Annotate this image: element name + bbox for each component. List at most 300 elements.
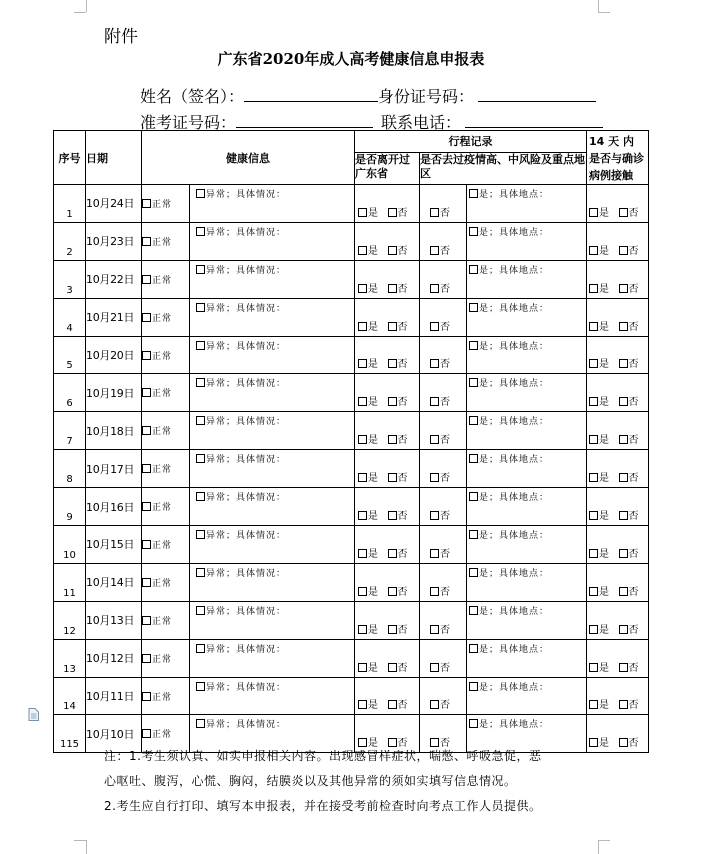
crop-mark-bottom-left: [86, 840, 87, 854]
yes-label: 是: [599, 321, 609, 333]
yes-location-label: 是；具体地点：: [479, 265, 550, 276]
checkbox[interactable]: [388, 284, 397, 293]
row-seq: 4: [54, 298, 86, 336]
no-label: 否: [628, 397, 639, 409]
yes-label: 是: [599, 397, 609, 409]
contact-cell: [587, 298, 649, 336]
checkbox[interactable]: [388, 322, 397, 331]
health-normal-cell: [142, 260, 190, 298]
yes-label: 是: [599, 700, 609, 712]
health-abnormal-cell[interactable]: [190, 298, 355, 336]
exam-no-field[interactable]: [236, 113, 373, 128]
checkbox[interactable]: [388, 587, 397, 596]
header-left-province: 是否离开过广东省: [355, 152, 420, 184]
yes-label: 是: [599, 738, 609, 750]
abnormal-label: 异常；具体情况：: [206, 568, 287, 579]
yes-label: 是: [599, 283, 609, 295]
yes-location-label: 是；具体地点：: [479, 644, 550, 655]
yes-location-label: 是；具体地点：: [479, 682, 550, 693]
row-seq: 5: [54, 336, 86, 374]
health-abnormal-cell[interactable]: [190, 412, 355, 450]
checkbox[interactable]: [589, 284, 598, 293]
health-normal-cell: [142, 222, 190, 260]
no-label: 否: [440, 624, 450, 636]
contact-cell: [587, 526, 649, 564]
yes-label: 是: [599, 245, 609, 257]
checkbox[interactable]: [589, 625, 598, 634]
row-date: 10月22日: [86, 260, 142, 298]
yes-location-label: 是；具体地点：: [479, 568, 550, 579]
checkbox[interactable]: [142, 275, 151, 284]
no-label: 否: [397, 624, 408, 636]
checkbox[interactable]: [388, 397, 397, 406]
contact-cell: [587, 412, 649, 450]
row-date: 10月12日: [86, 639, 142, 677]
row-seq: 11: [54, 563, 86, 601]
no-label: 否: [628, 511, 639, 523]
no-label: 否: [628, 662, 639, 674]
no-label: 否: [397, 359, 408, 371]
no-label: 否: [628, 624, 639, 636]
checkbox[interactable]: [358, 473, 367, 482]
checkbox[interactable]: [589, 435, 598, 444]
checkbox[interactable]: [619, 435, 628, 444]
checkbox[interactable]: [430, 322, 439, 331]
checkbox[interactable]: [142, 313, 151, 322]
yes-label: 是: [368, 662, 378, 674]
checkbox[interactable]: [358, 284, 367, 293]
row-date: 10月24日: [86, 185, 142, 223]
health-abnormal-cell[interactable]: [190, 185, 355, 223]
checkbox[interactable]: [142, 729, 151, 738]
no-label: 否: [628, 321, 639, 333]
abnormal-label: 异常；具体情况：: [206, 379, 287, 390]
checkbox[interactable]: [196, 492, 205, 501]
checkbox[interactable]: [469, 416, 478, 425]
yes-label: 是: [599, 435, 609, 447]
checkbox[interactable]: [430, 208, 439, 217]
left-province-cell: [355, 412, 420, 450]
checkbox[interactable]: [430, 284, 439, 293]
checkbox[interactable]: [469, 568, 478, 577]
table-row: [54, 677, 649, 715]
checkbox[interactable]: [469, 341, 478, 350]
row-seq: 115: [54, 715, 86, 753]
checkbox[interactable]: [619, 473, 628, 482]
table-row: [54, 185, 649, 223]
table-row: [54, 526, 649, 564]
risk-area-location-cell[interactable]: [467, 260, 587, 298]
checkbox[interactable]: [619, 549, 628, 558]
normal-label: 正常: [152, 654, 173, 665]
row-seq: 10: [54, 526, 86, 564]
left-province-cell: [355, 450, 420, 488]
row-seq: 6: [54, 374, 86, 412]
checkbox[interactable]: [196, 227, 205, 236]
checkbox[interactable]: [358, 511, 367, 520]
name-field[interactable]: [244, 87, 378, 102]
notes: [104, 744, 614, 819]
checkbox[interactable]: [619, 700, 628, 709]
table-row: [54, 450, 649, 488]
yes-location-label: 是；具体地点：: [479, 379, 550, 390]
crop-mark-top-left: [86, 0, 87, 12]
table-row: [54, 412, 649, 450]
checkbox[interactable]: [619, 246, 628, 255]
risk-area-no-cell: [420, 412, 467, 450]
checkbox[interactable]: [469, 454, 478, 463]
checkbox[interactable]: [142, 237, 151, 246]
checkbox[interactable]: [358, 663, 367, 672]
no-label: 否: [397, 283, 408, 295]
checkbox[interactable]: [142, 502, 151, 511]
checkbox[interactable]: [142, 578, 151, 587]
left-province-cell: [355, 563, 420, 601]
table-row: [54, 488, 649, 526]
checkbox[interactable]: [196, 341, 205, 350]
checkbox[interactable]: [589, 587, 598, 596]
checkbox[interactable]: [469, 378, 478, 387]
contact-cell: [587, 677, 649, 715]
no-label: 否: [397, 662, 408, 674]
checkbox[interactable]: [469, 530, 478, 539]
checkbox[interactable]: [589, 246, 598, 255]
checkbox[interactable]: [589, 663, 598, 672]
checkbox[interactable]: [358, 549, 367, 558]
abnormal-label: 异常；具体情况：: [206, 606, 287, 617]
row-seq: 13: [54, 639, 86, 677]
checkbox[interactable]: [142, 388, 151, 397]
header-travel: 行程记录: [355, 131, 587, 153]
id-label: 身份证号码：: [378, 87, 475, 106]
checkbox[interactable]: [619, 663, 628, 672]
checkbox[interactable]: [619, 284, 628, 293]
no-label: 否: [397, 548, 408, 560]
checkbox[interactable]: [358, 208, 367, 217]
row-date: 10月23日: [86, 222, 142, 260]
risk-area-no-cell: [420, 563, 467, 601]
risk-area-location-cell[interactable]: [467, 450, 587, 488]
checkbox[interactable]: [388, 473, 397, 482]
yes-label: 是: [368, 624, 378, 636]
yes-label: 是: [368, 511, 378, 523]
risk-area-no-cell: [420, 336, 467, 374]
checkbox[interactable]: [388, 511, 397, 520]
checkbox[interactable]: [388, 700, 397, 709]
health-abnormal-cell[interactable]: [190, 563, 355, 601]
risk-area-location-cell[interactable]: [467, 185, 587, 223]
health-abnormal-cell[interactable]: [190, 526, 355, 564]
crop-mark-bottom-left-h: [74, 840, 86, 841]
checkbox[interactable]: [196, 303, 205, 312]
risk-area-location-cell[interactable]: [467, 563, 587, 601]
left-province-cell: [355, 222, 420, 260]
checkbox[interactable]: [142, 540, 151, 549]
checkbox[interactable]: [589, 700, 598, 709]
risk-area-location-cell[interactable]: [467, 601, 587, 639]
left-province-cell: [355, 185, 420, 223]
checkbox[interactable]: [469, 682, 478, 691]
checkbox[interactable]: [388, 208, 397, 217]
no-label: 否: [440, 738, 450, 750]
phone-field[interactable]: [465, 113, 603, 128]
health-normal-cell: [142, 374, 190, 412]
no-label: 否: [628, 473, 639, 485]
checkbox[interactable]: [388, 359, 397, 368]
checkbox[interactable]: [469, 644, 478, 653]
checkbox[interactable]: [196, 189, 205, 198]
note-line-2: 心呕吐、腹泻，心慌、胸闷，结膜炎以及其他异常的须如实填写信息情况。: [104, 774, 517, 788]
risk-area-no-cell: [420, 526, 467, 564]
no-label: 否: [397, 435, 408, 447]
no-label: 否: [440, 548, 450, 560]
risk-area-no-cell: [420, 677, 467, 715]
no-label: 否: [628, 700, 639, 712]
left-province-cell: [355, 260, 420, 298]
risk-area-location-cell[interactable]: [467, 526, 587, 564]
checkbox[interactable]: [388, 435, 397, 444]
checkbox[interactable]: [430, 397, 439, 406]
checkbox[interactable]: [619, 322, 628, 331]
checkbox[interactable]: [430, 511, 439, 520]
checkbox[interactable]: [589, 549, 598, 558]
checkbox[interactable]: [589, 359, 598, 368]
row-seq: 12: [54, 601, 86, 639]
row-seq: 2: [54, 222, 86, 260]
yes-location-label: 是；具体地点：: [479, 303, 550, 314]
checkbox[interactable]: [469, 719, 478, 728]
no-label: 否: [440, 662, 450, 674]
table-row: [54, 563, 649, 601]
left-province-cell: [355, 488, 420, 526]
contact-cell: [587, 563, 649, 601]
abnormal-label: 异常；具体情况：: [206, 455, 287, 466]
crop-mark-top-right: [598, 0, 599, 12]
id-field[interactable]: [478, 87, 596, 102]
checkbox[interactable]: [196, 719, 205, 728]
row-seq: 3: [54, 260, 86, 298]
contact-cell: [587, 222, 649, 260]
checkbox[interactable]: [388, 246, 397, 255]
checkbox[interactable]: [142, 351, 151, 360]
checkbox[interactable]: [619, 587, 628, 596]
left-province-cell: [355, 298, 420, 336]
row-date: 10月10日: [86, 715, 142, 753]
checkbox[interactable]: [589, 511, 598, 520]
checkbox[interactable]: [430, 246, 439, 255]
checkbox[interactable]: [469, 265, 478, 274]
attachment-label: 附件: [104, 27, 138, 47]
contact-cell: [587, 260, 649, 298]
checkbox[interactable]: [196, 682, 205, 691]
checkbox[interactable]: [469, 492, 478, 501]
header-date: 日期: [86, 131, 142, 185]
risk-area-location-cell[interactable]: [467, 298, 587, 336]
checkbox[interactable]: [358, 625, 367, 634]
yes-label: 是: [368, 738, 378, 750]
health-abnormal-cell[interactable]: [190, 374, 355, 412]
health-normal-cell: [142, 450, 190, 488]
left-province-cell: [355, 374, 420, 412]
checkbox[interactable]: [388, 549, 397, 558]
no-label: 否: [628, 359, 639, 371]
normal-label: 正常: [152, 427, 173, 438]
no-label: 否: [440, 700, 450, 712]
risk-area-no-cell: [420, 298, 467, 336]
document-icon[interactable]: [28, 708, 39, 721]
crop-mark-bottom-right-h: [598, 840, 610, 841]
table-row: [54, 260, 649, 298]
checkbox[interactable]: [619, 208, 628, 217]
row-seq: 9: [54, 488, 86, 526]
checkbox[interactable]: [430, 435, 439, 444]
checkbox[interactable]: [430, 549, 439, 558]
risk-area-location-cell[interactable]: [467, 412, 587, 450]
row-date: 10月20日: [86, 336, 142, 374]
checkbox[interactable]: [196, 606, 205, 615]
table-row: [54, 639, 649, 677]
checkbox[interactable]: [358, 435, 367, 444]
health-abnormal-cell[interactable]: [190, 601, 355, 639]
contact-cell: [587, 639, 649, 677]
checkbox[interactable]: [142, 426, 151, 435]
checkbox[interactable]: [589, 473, 598, 482]
checkbox[interactable]: [469, 606, 478, 615]
header-health: 健康信息: [142, 131, 355, 185]
checkbox[interactable]: [142, 654, 151, 663]
yes-location-label: 是；具体地点：: [479, 227, 550, 238]
risk-area-location-cell[interactable]: [467, 639, 587, 677]
checkbox[interactable]: [142, 616, 151, 625]
risk-area-no-cell: [420, 222, 467, 260]
row-date: 10月19日: [86, 374, 142, 412]
row-date: 10月14日: [86, 563, 142, 601]
health-normal-cell: [142, 563, 190, 601]
normal-label: 正常: [152, 616, 173, 627]
checkbox[interactable]: [469, 227, 478, 236]
checkbox[interactable]: [589, 208, 598, 217]
checkbox[interactable]: [619, 625, 628, 634]
normal-label: 正常: [152, 351, 173, 362]
risk-area-location-cell[interactable]: [467, 374, 587, 412]
checkbox[interactable]: [430, 700, 439, 709]
contact-cell: [587, 185, 649, 223]
checkbox[interactable]: [196, 378, 205, 387]
table-row: [54, 298, 649, 336]
checkbox[interactable]: [430, 625, 439, 634]
no-label: 否: [440, 283, 450, 295]
checkbox[interactable]: [430, 587, 439, 596]
normal-label: 正常: [152, 578, 173, 589]
checkbox[interactable]: [619, 511, 628, 520]
risk-area-location-cell[interactable]: [467, 677, 587, 715]
checkbox[interactable]: [619, 397, 628, 406]
crop-mark-top-right-h: [598, 12, 610, 13]
risk-area-location-cell[interactable]: [467, 336, 587, 374]
checkbox[interactable]: [589, 322, 598, 331]
checkbox[interactable]: [619, 359, 628, 368]
contact-cell: [587, 488, 649, 526]
checkbox[interactable]: [388, 663, 397, 672]
checkbox[interactable]: [196, 416, 205, 425]
normal-label: 正常: [152, 237, 173, 248]
yes-label: 是: [368, 473, 378, 485]
no-label: 否: [628, 738, 639, 750]
health-abnormal-cell[interactable]: [190, 222, 355, 260]
no-label: 否: [628, 283, 639, 295]
risk-area-location-cell[interactable]: [467, 488, 587, 526]
checkbox[interactable]: [589, 397, 598, 406]
checkbox[interactable]: [469, 303, 478, 312]
note-line-1: 注：1.考生须认真、如实申报相关内容。出现感冒样症状，喘憋、呼吸急促，恶: [104, 749, 542, 763]
yes-location-label: 是；具体地点：: [479, 531, 550, 542]
header-contact: 14 天 内 是否与确诊病例接触: [587, 131, 649, 185]
yes-label: 是: [368, 245, 378, 257]
abnormal-label: 异常；具体情况：: [206, 531, 287, 542]
checkbox[interactable]: [388, 625, 397, 634]
no-label: 否: [440, 473, 450, 485]
contact-cell: [587, 601, 649, 639]
checkbox[interactable]: [196, 568, 205, 577]
checkbox[interactable]: [358, 700, 367, 709]
risk-area-no-cell: [420, 374, 467, 412]
checkbox[interactable]: [358, 322, 367, 331]
checkbox[interactable]: [196, 265, 205, 274]
checkbox[interactable]: [358, 246, 367, 255]
row-date: 10月17日: [86, 450, 142, 488]
checkbox[interactable]: [469, 189, 478, 198]
checkbox[interactable]: [358, 359, 367, 368]
name-label: 姓名（签名）：: [140, 87, 245, 106]
normal-label: 正常: [152, 313, 173, 324]
crop-mark-bottom-right: [598, 840, 599, 854]
checkbox[interactable]: [358, 397, 367, 406]
checkbox[interactable]: [196, 454, 205, 463]
row-seq: 8: [54, 450, 86, 488]
checkbox[interactable]: [142, 692, 151, 701]
yes-location-label: 是；具体地点：: [479, 493, 550, 504]
checkbox[interactable]: [619, 738, 628, 747]
health-abnormal-cell[interactable]: [190, 450, 355, 488]
checkbox[interactable]: [142, 199, 151, 208]
checkbox[interactable]: [196, 530, 205, 539]
health-abnormal-cell[interactable]: [190, 260, 355, 298]
yes-location-label: 是；具体地点：: [479, 417, 550, 428]
checkbox[interactable]: [430, 359, 439, 368]
checkbox[interactable]: [142, 464, 151, 473]
table-row: [54, 222, 649, 260]
checkbox[interactable]: [358, 587, 367, 596]
health-normal-cell: [142, 601, 190, 639]
no-label: 否: [628, 435, 639, 447]
health-abnormal-cell[interactable]: [190, 488, 355, 526]
checkbox[interactable]: [430, 473, 439, 482]
health-abnormal-cell[interactable]: [190, 336, 355, 374]
yes-label: 是: [599, 207, 609, 219]
contact-cell: [587, 374, 649, 412]
left-province-cell: [355, 639, 420, 677]
health-abnormal-cell[interactable]: [190, 677, 355, 715]
health-abnormal-cell[interactable]: [190, 639, 355, 677]
left-province-cell: [355, 677, 420, 715]
contact-cell: [587, 336, 649, 374]
risk-area-location-cell[interactable]: [467, 222, 587, 260]
left-province-cell: [355, 336, 420, 374]
checkbox[interactable]: [430, 663, 439, 672]
no-label: 否: [397, 586, 408, 598]
normal-label: 正常: [152, 275, 173, 286]
checkbox[interactable]: [196, 644, 205, 653]
